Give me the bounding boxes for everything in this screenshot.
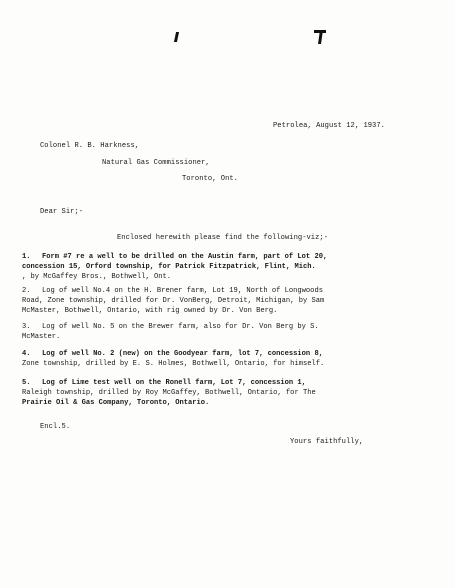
item-line: Log of well No. 2 (new) on the Goodyear farm, lot 7, concession 8, [42, 350, 323, 358]
item-line: Log of Lime test well on the Ronell farm, Lot 7, concession 1, [42, 379, 306, 387]
item-number: 1. [22, 253, 31, 261]
item-line: Log of well No. 5 on the Brewer farm, also for Dr. Von Berg by S. [42, 323, 319, 331]
list-item-4 [22, 349, 432, 369]
list-item-1 [22, 252, 432, 283]
item-number: 3. [22, 323, 31, 331]
list-item-5 [22, 378, 432, 409]
item-number: 5. [22, 379, 31, 387]
item-line: Zone township, drilled by E. S. Holmes, Bothwell, Ontario, for himself. [22, 360, 325, 369]
item-line: Raleigh township, drilled by Roy McGaffey, Bothwell, Ontario, for The [22, 389, 316, 398]
list-item-3 [22, 322, 432, 342]
item-number: 2. [22, 287, 31, 295]
item-line: , by McGaffey Bros., Bothwell, Ont. [22, 273, 171, 282]
place-date: Petrolea, August 12, 1937. [273, 122, 385, 130]
item-line: Road, Zone township, drilled for Dr. VonBerg, Detroit, Michigan, by Sam [22, 297, 325, 306]
item-line: Log of well No.4 on the H. Brener farm, Lot 19, North of Longwoods [42, 287, 323, 295]
punch-mark-left [174, 32, 179, 42]
item-line: McMaster. [22, 333, 61, 342]
item-line: Form #7 re a well to be drilled on the Austin farm, part of Lot 20, [42, 253, 328, 261]
punch-mark-right [314, 30, 326, 44]
item-line: concession 15, Orford township, for Patrick Fitzpatrick, Flint, Mich. [22, 263, 316, 272]
list-item-2 [22, 286, 432, 317]
enclosure-note: Encl.5. [40, 423, 71, 431]
recipient-name: Colonel R. B. Harkness, [40, 142, 140, 150]
intro-line: Enclosed herewith please find the following-viz;- [117, 234, 329, 242]
salutation: Dear Sir;- [40, 208, 84, 216]
item-line: McMaster, Bothwell, Ontario, with rig owned by Dr. Von Berg. [22, 307, 278, 316]
closing: Yours faithfully, [290, 438, 364, 446]
item-line: Prairie Oil & Gas Company, Toronto, Ontario. [22, 399, 210, 408]
recipient-city: Toronto, Ont. [182, 175, 238, 183]
item-number: 4. [22, 350, 31, 358]
recipient-title: Natural Gas Commissioner, [102, 159, 210, 167]
